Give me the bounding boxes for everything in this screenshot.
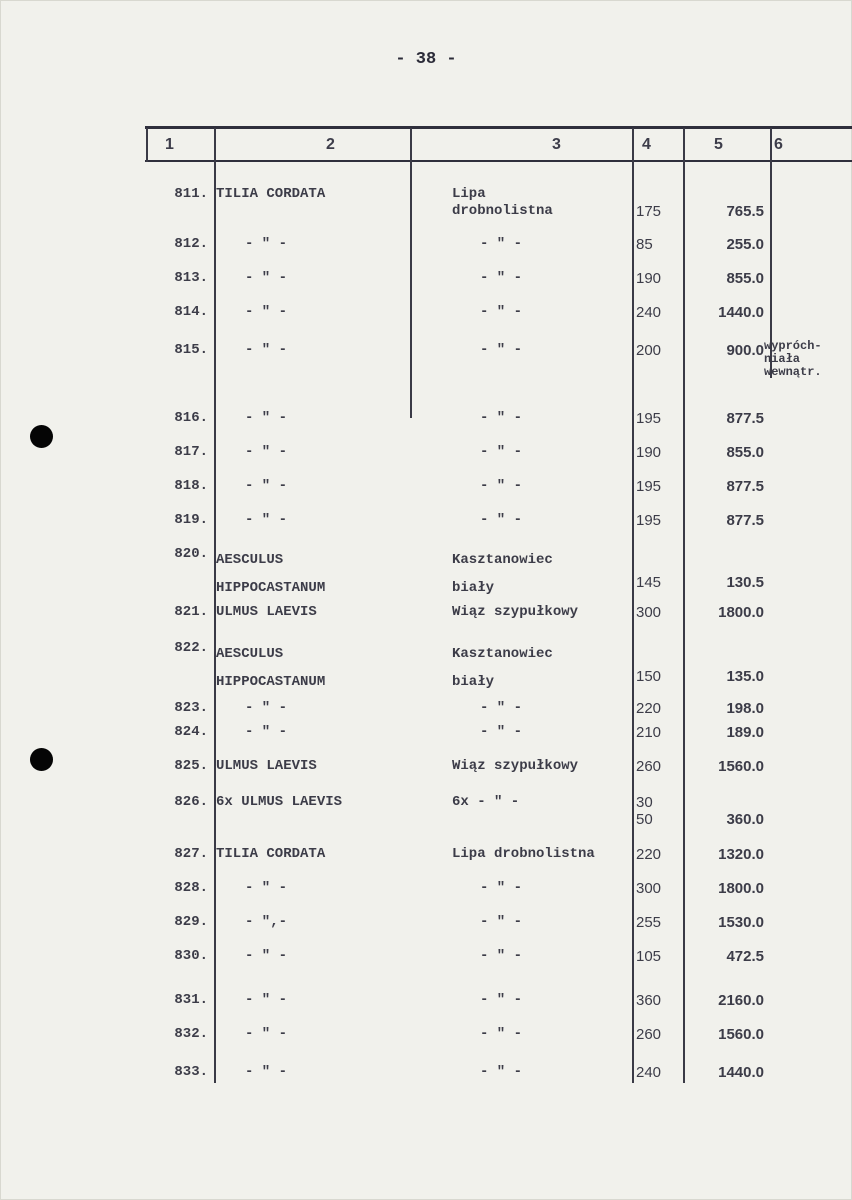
- row-number: 811.: [174, 186, 208, 202]
- value: 855.0: [726, 270, 764, 287]
- page-number: - 38 -: [395, 50, 457, 69]
- value: 130.5: [726, 574, 764, 591]
- value: 877.5: [726, 512, 764, 529]
- polish-name: - " -: [480, 444, 523, 460]
- value: 1320.0: [718, 846, 764, 863]
- diameter: 150: [636, 668, 662, 685]
- diameter: 85: [636, 236, 653, 253]
- row-number: 826.: [174, 794, 208, 810]
- diameter: 360: [636, 992, 662, 1009]
- diameter: 200: [636, 342, 662, 359]
- polish-name: - " -: [480, 992, 523, 1008]
- column-header-5: 5: [714, 136, 723, 153]
- diameter: 260: [636, 758, 662, 775]
- latin-name: - " -: [245, 270, 288, 286]
- value: 1800.0: [718, 880, 764, 897]
- polish-name: - " -: [480, 880, 523, 896]
- polish-name: - " -: [480, 1064, 523, 1080]
- polish-name: - " -: [480, 410, 523, 426]
- diameter: 240: [636, 304, 662, 321]
- value: 1800.0: [718, 604, 764, 621]
- latin-name: - " -: [245, 512, 288, 528]
- latin-name: ULMUS LAEVIS: [216, 604, 317, 620]
- latin-name: - " -: [245, 444, 288, 460]
- diameter: 210: [636, 724, 662, 741]
- diameter: 105: [636, 948, 662, 965]
- value: 900.0: [726, 342, 764, 359]
- punch-hole-bottom: [30, 748, 53, 771]
- latin-name: TILIA CORDATA: [216, 186, 326, 202]
- latin-name: - " -: [245, 700, 288, 716]
- polish-name: - " -: [480, 236, 523, 252]
- diameter: 195: [636, 512, 662, 529]
- latin-name: - " -: [245, 1064, 288, 1080]
- latin-name: - " -: [245, 724, 288, 740]
- latin-name: - " -: [245, 1026, 288, 1042]
- value: 1440.0: [718, 304, 764, 321]
- latin-name: AESCULUS HIPPOCASTANUM: [216, 552, 326, 596]
- polish-name: - " -: [480, 1026, 523, 1042]
- column-header-4: 4: [642, 136, 651, 153]
- column-header-6: 6: [774, 136, 783, 153]
- diameter: 220: [636, 846, 662, 863]
- latin-name: - ",-: [245, 914, 288, 930]
- value: 1560.0: [718, 1026, 764, 1043]
- row-number: 818.: [174, 478, 208, 494]
- latin-name: - " -: [245, 880, 288, 896]
- header-bottom-rule: [145, 160, 852, 162]
- diameter: 190: [636, 270, 662, 287]
- latin-name: - " -: [245, 342, 288, 358]
- diameter: 30 50: [636, 794, 653, 828]
- row-number: 824.: [174, 724, 208, 740]
- latin-name: 6x ULMUS LAEVIS: [216, 794, 343, 810]
- diameter: 195: [636, 410, 662, 427]
- latin-name: - " -: [245, 304, 288, 320]
- diameter: 300: [636, 880, 662, 897]
- row-number: 832.: [174, 1026, 208, 1042]
- diameter: 220: [636, 700, 662, 717]
- latin-name: - " -: [245, 948, 288, 964]
- polish-name: Kasztanowiec biały: [452, 552, 553, 596]
- row-number: 819.: [174, 512, 208, 528]
- row-number: 815.: [174, 342, 208, 358]
- polish-name: Lipa drobnolistna: [452, 186, 553, 219]
- diameter: 195: [636, 478, 662, 495]
- polish-name: Wiąz szypułkowy: [452, 758, 579, 774]
- row-number: 828.: [174, 880, 208, 896]
- row-number: 813.: [174, 270, 208, 286]
- polish-name: Kasztanowiec biały: [452, 646, 553, 690]
- latin-name: TILIA CORDATA: [216, 846, 326, 862]
- latin-name: - " -: [245, 236, 288, 252]
- row-number: 812.: [174, 236, 208, 252]
- value: 189.0: [726, 724, 764, 741]
- header-top-rule: [145, 126, 852, 129]
- value: 877.5: [726, 410, 764, 427]
- polish-name: - " -: [480, 342, 523, 358]
- polish-name: - " -: [480, 304, 523, 320]
- column-header-2: 2: [326, 136, 335, 153]
- value: 1560.0: [718, 758, 764, 775]
- diameter: 260: [636, 1026, 662, 1043]
- value: 855.0: [726, 444, 764, 461]
- diameter: 240: [636, 1064, 662, 1081]
- polish-name: Lipa drobnolistna: [452, 846, 595, 862]
- row-number: 831.: [174, 992, 208, 1008]
- polish-name: - " -: [480, 512, 523, 528]
- value: 765.5: [726, 203, 764, 220]
- column-header-3: 3: [552, 136, 561, 153]
- row-number: 833.: [174, 1064, 208, 1080]
- row-number: 814.: [174, 304, 208, 320]
- value: 1440.0: [718, 1064, 764, 1081]
- value: 360.0: [726, 811, 764, 828]
- polish-name: - " -: [480, 948, 523, 964]
- row-number: 823.: [174, 700, 208, 716]
- diameter: 300: [636, 604, 662, 621]
- row-number: 820.: [174, 546, 208, 562]
- column-divider: [146, 128, 148, 162]
- diameter: 145: [636, 574, 662, 591]
- value: 255.0: [726, 236, 764, 253]
- value: 472.5: [726, 948, 764, 965]
- column-divider: [632, 128, 634, 1083]
- polish-name: - " -: [480, 700, 523, 716]
- polish-name: Wiąz szypułkowy: [452, 604, 579, 620]
- value: 877.5: [726, 478, 764, 495]
- value: 1530.0: [718, 914, 764, 931]
- row-number: 827.: [174, 846, 208, 862]
- row-number: 829.: [174, 914, 208, 930]
- row-number: 822.: [174, 640, 208, 656]
- polish-name: - " -: [480, 270, 523, 286]
- row-number: 825.: [174, 758, 208, 774]
- row-number: 816.: [174, 410, 208, 426]
- note: wypróch- niała wewnątr.: [764, 339, 822, 379]
- diameter: 255: [636, 914, 662, 931]
- row-number: 817.: [174, 444, 208, 460]
- latin-name: - " -: [245, 992, 288, 1008]
- punch-hole-top: [30, 425, 53, 448]
- row-number: 830.: [174, 948, 208, 964]
- latin-name: - " -: [245, 410, 288, 426]
- diameter: 175: [636, 203, 662, 220]
- column-header-1: 1: [165, 136, 174, 153]
- column-divider: [410, 128, 412, 418]
- latin-name: AESCULUS HIPPOCASTANUM: [216, 646, 326, 690]
- diameter: 190: [636, 444, 662, 461]
- value: 198.0: [726, 700, 764, 717]
- polish-name: - " -: [480, 724, 523, 740]
- polish-name: - " -: [480, 478, 523, 494]
- row-number: 821.: [174, 604, 208, 620]
- polish-name: - " -: [480, 914, 523, 930]
- latin-name: - " -: [245, 478, 288, 494]
- polish-name: 6x - " -: [452, 794, 520, 810]
- value: 135.0: [726, 668, 764, 685]
- value: 2160.0: [718, 992, 764, 1009]
- latin-name: ULMUS LAEVIS: [216, 758, 317, 774]
